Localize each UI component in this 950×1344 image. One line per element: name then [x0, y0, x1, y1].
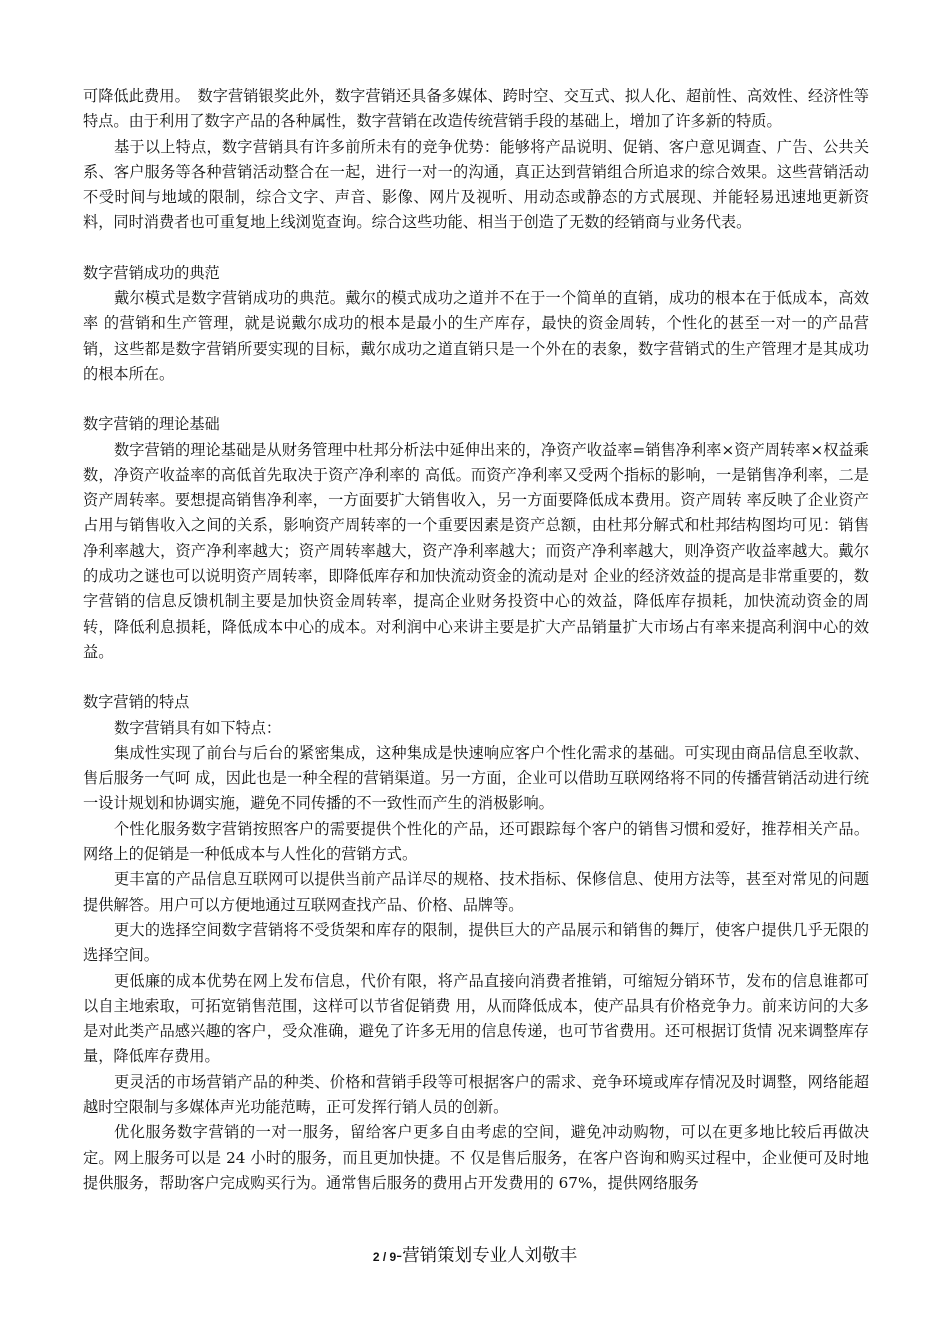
footer-separator: -: [396, 1246, 403, 1266]
section3-paragraph-8: 优化服务数字营销的一对一服务，留给客户更多自由考虑的空间，避免冲动购物，可以在更多地比较后再做决定。网上服务可以是 24 小时的服务，而且更加快捷。不 仅是售后服务，在客户咨询和购买过程中，企业便可及时地提供服务，帮助客户完成购买行为。通常售后服务的费用占开发费用的 67%，提供网络服务: [83, 1123, 869, 1192]
intro-paragraph-2: 基于以上特点，数字营销具有许多前所未有的竞争优势：能够将产品说明、促销、客户意见调查、广告、公共关系、客户服务等各种营销活动整合在一起，进行一对一的沟通，真正达到营销组合所追求的综合效果。这些营销活动不受时间与地域的限制，综合文字、声音、影像、网片及视听、用动态或静态的方式展现、并能轻易迅速地更新资料，同时消费者也可重复地上线浏览查询。综合这些功能、相当于创造了无数的经销商与业务代表。: [83, 137, 869, 232]
section3-paragraph-1: 数字营销具有如下特点：: [114, 718, 282, 737]
page-footer: [0, 1242, 950, 1267]
document-body: [83, 84, 869, 1196]
section3-paragraph-7: 更灵活的市场营销产品的种类、价格和营销手段等可根据客户的需求、竞争环境或库存情况及时调整，网络能超越时空限制与多媒体声光功能范畴，正可发挥行销人员的创新。: [83, 1072, 869, 1116]
section2-paragraph-1: 数字营销的理论基础是从财务管理中杜邦分析法中延伸出来的，净资产收益率=销售净利率×资产周转率×权益乘数，净资产收益率的高低首先取决于资产净利率的 高低。而资产净利率又受两个指标的影响，一是销售净利率，二是资产周转率。要想提高销售净利率，一方面要扩大销售收入，另一方面要降低成本费用。资产周转 率反映了企业资产占用与销售收入之间的关系，影响资产周转率的一个重要因素是资产总额，由杜邦分解式和杜邦结构图均可见：销售净利率越大，资产净利率越大；资产周转率越大，资产净利率越大；而资产净利率越大，则净资产收益率越大。戴尔的成功之谜也可以说明资产周转率，即降低库存和加快流动资金的流动是对 企业的经济效益的提高是非常重要的，数字营销的信息反馈机制主要是加快资金周转率，提高企业财务投资中心的效益，降低库存损耗，加快流动资金的周转，降低利息损耗，降低成本中心的成本。对利润中心来讲主要是扩大产品销量扩大市场占有率来提高利润中心的效益。: [83, 440, 869, 661]
section3-paragraph-6: 更低廉的成本优势在网上发布信息，代价有限，将产品直接向消费者推销，可缩短分销环节，发布的信息谁都可以自主地索取，可拓宽销售范围，这样可以节省促销费 用，从而降低成本，使产品具有价格竞争力。前来访问的大多是对此类产品感兴趣的客户，受众准确，避免了许多无用的信息传递，也可节省费用。还可根据订货情 况来调整库存量，降低库存费用。: [83, 971, 869, 1066]
section3-paragraph-4: 更丰富的产品信息互联网可以提供当前产品详尽的规格、技术指标、保修信息、使用方法等，甚至对常见的问题提供解答。用户可以方便地通过互联网查找产品、价格、品牌等。: [83, 870, 869, 914]
section-heading-theory: 数字营销的理论基础: [83, 415, 220, 434]
section3-paragraph-2: 集成性实现了前台与后台的紧密集成，这种集成是快速响应客户个性化需求的基础。可实现由商品信息至收款、售后服务一气呵 成，因此也是一种全程的营销渠道。另一方面，企业可以借助互联网络将不同的传播营销活动进行统一设计规划和协调实施，避免不同传播的不一致性而产生的消极影响。: [83, 743, 869, 813]
footer-author: 营销策划专业人刘敬丰: [402, 1246, 578, 1266]
section-heading-dell-model: 数字营销成功的典范: [83, 263, 220, 282]
intro-paragraph-1: 可降低此费用。 数字营销银奖此外，数字营销还具备多媒体、跨时空、交互式、拟人化、超前性、高效性、经济性等特点。由于利用了数字产品的各种属性，数字营销在改造传统营销手段的基础上，增加了许多新的特质。: [83, 87, 869, 131]
section-heading-features: 数字营销的特点: [83, 693, 190, 712]
page-number: 2 / 9: [372, 1250, 397, 1264]
section3-paragraph-5: 更大的选择空间数字营销将不受货架和库存的限制，提供巨大的产品展示和销售的舞厅，使客户提供几乎无限的选择空间。: [83, 920, 869, 965]
section3-paragraph-3: 个性化服务数字营销按照客户的需要提供个性化的产品，还可跟踪每个客户的销售习惯和爱好，推荐相关产品。网络上的促销是一种低成本与人性化的营销方式。: [83, 819, 869, 864]
section1-paragraph-1: 戴尔模式是数字营销成功的典范。戴尔的模式成功之道并不在于一个简单的直销，成功的根本在于低成本，高效率 的营销和生产管理，就是说戴尔成功的根本是最小的生产库存，最快的资金周转，个性化的甚至一对一的产品营销，这些都是数字营销所要实现的目标，戴尔成功之道直销只是一个外在的表象，数字营销式的生产管理才是其成功的根本所在。: [83, 289, 869, 383]
